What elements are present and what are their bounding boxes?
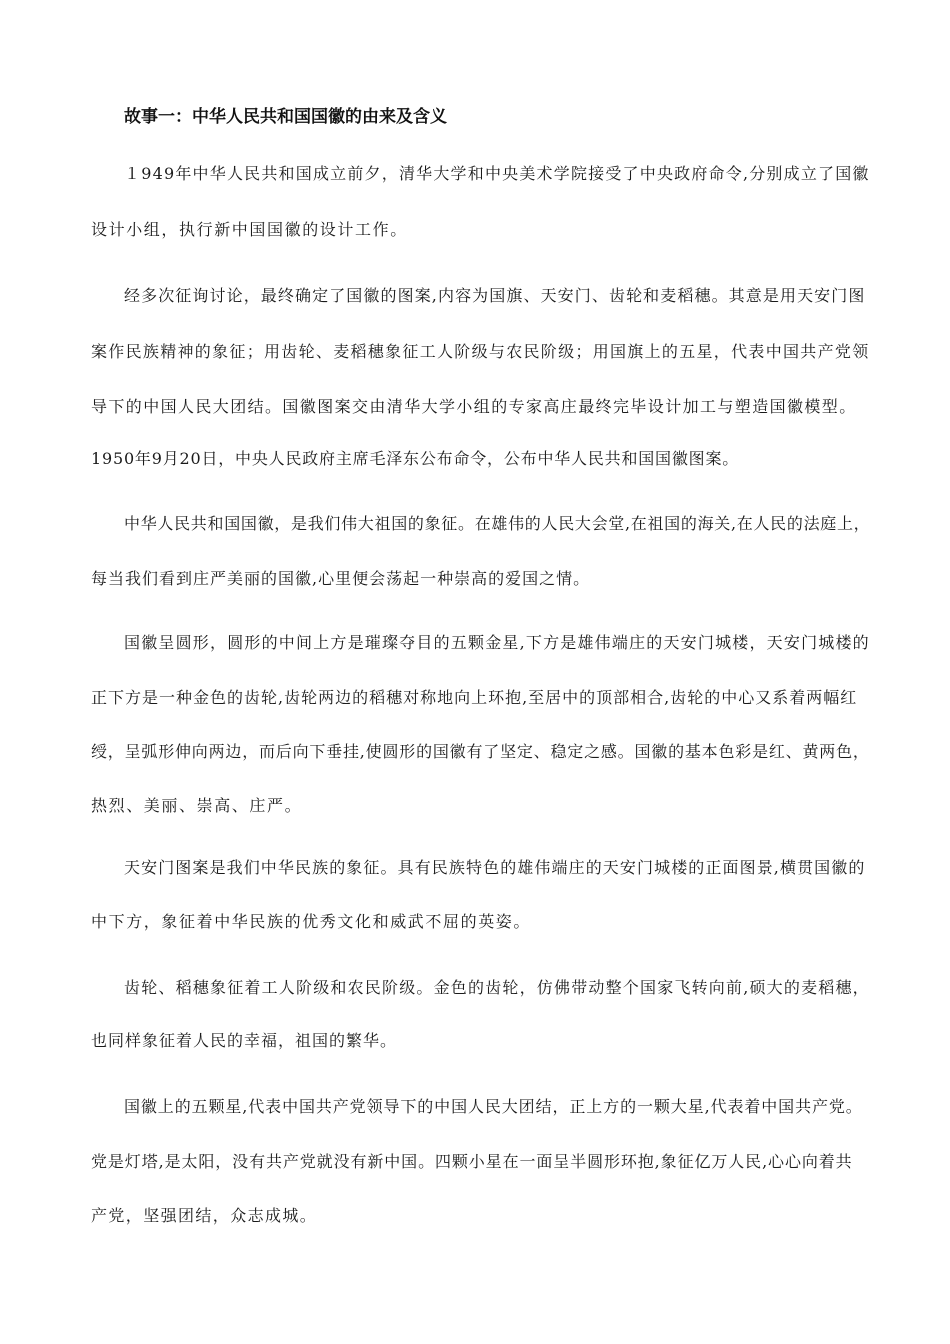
paragraph-2-line-3: 导下的中国人民大团结。国徽图案交由清华大学小组的专家高庄最终完毕设计加工与塑造国徽模型。 <box>91 397 857 416</box>
paragraph-4-line-1: 国徽呈圆形，圆形的中间上方是璀璨夺目的五颗金星,下方是雄伟端庄的天安门城楼，天安门城楼的 <box>124 633 870 652</box>
paragraph-3-line-1: 中华人民共和国国徽，是我们伟大祖国的象征。在雄伟的人民大会堂,在祖国的海关,在人民的法庭上， <box>124 514 871 533</box>
paragraph-4-line-2: 正下方是一种金色的齿轮,齿轮两边的稻穗对称地向上环抱,至居中的顶部相合,齿轮的中心又系着两幅红 <box>91 688 858 707</box>
paragraph-1-line-2: 设计小组，执行新中国国徽的设计工作。 <box>91 220 408 239</box>
paragraph-2-line-4: 1950年9月20日，中央人民政府主席毛泽东公布命令，公布中华人民共和国国徽图案。 <box>91 449 740 468</box>
paragraph-4-line-3: 绶，呈弧形伸向两边，而后向下垂挂,使圆形的国徽有了坚定、稳定之感。国徽的基本色彩是红、黄两色， <box>91 742 870 761</box>
paragraph-3-line-2: 每当我们看到庄严美丽的国徽,心里便会荡起一种崇高的爱国之情。 <box>91 569 591 588</box>
paragraph-2-line-1: 经多次征询讨论，最终确定了国徽的图案,内容为国旗、天安门、齿轮和麦稻穗。其意是用天安门图 <box>124 286 866 305</box>
paragraph-6-line-2: 也同样象征着人民的幸福，祖国的繁华。 <box>91 1031 398 1050</box>
paragraph-7-line-1: 国徽上的五颗星,代表中国共产党领导下的中国人民大团结，正上方的一颗大星,代表着中国共产党。 <box>124 1097 863 1116</box>
paragraph-7-line-2: 党是灯塔,是太阳，没有共产党就没有新中国。四颗小星在一面呈半圆形环抱,象征亿万人民,心心向着共 <box>91 1152 853 1171</box>
paragraph-7-line-3: 产党，坚强团结，众志成城。 <box>91 1206 318 1225</box>
paragraph-1-line-1: １949年中华人民共和国成立前夕，清华大学和中央美术学院接受了中央政府命令,分别成立了国徽 <box>124 164 870 183</box>
paragraph-2-line-2: 案作民族精神的象征；用齿轮、麦稻穗象征工人阶级与农民阶级；用国旗上的五星，代表中国共产党领 <box>91 342 870 361</box>
paragraph-5-line-1: 天安门图案是我们中华民族的象征。具有民族特色的雄伟端庄的天安门城楼的正面图景,横贯国徽的 <box>124 858 866 877</box>
document-title: 故事一：中华人民共和国国徽的由来及含义 <box>124 107 447 127</box>
paragraph-6-line-1: 齿轮、稻穗象征着工人阶级和农民阶级。金色的齿轮，仿佛带动整个国家飞转向前,硕大的麦稻穗， <box>124 978 870 997</box>
paragraph-4-line-4: 热烈、美丽、崇高、庄严。 <box>91 796 303 815</box>
paragraph-5-line-2: 中下方，象征着中华民族的优秀文化和威武不屈的英姿。 <box>91 912 532 931</box>
